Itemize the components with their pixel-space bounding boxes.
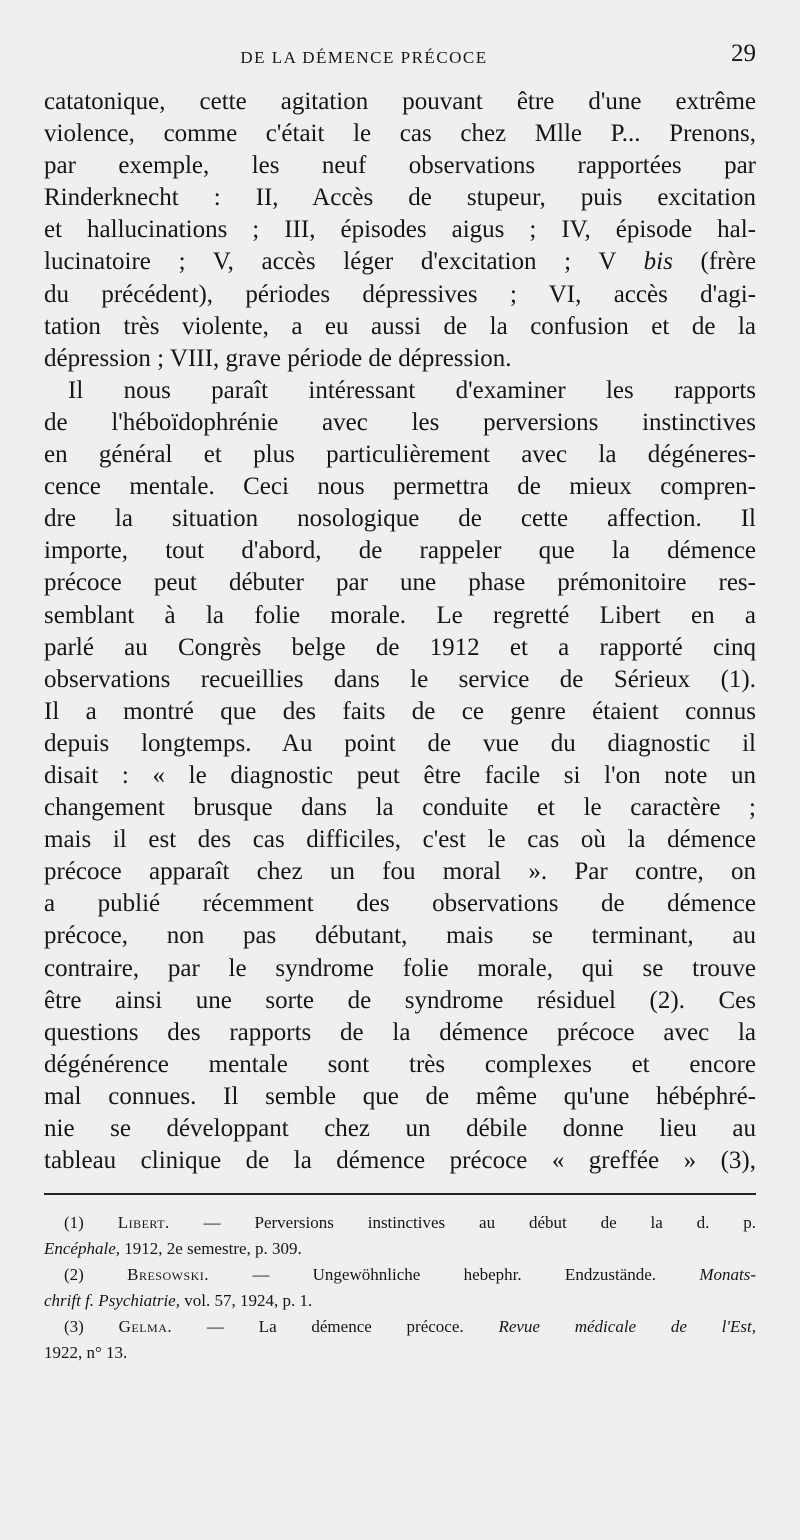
running-head — [44, 40, 756, 74]
text-line: mal connues. Il semble que de même qu'une hébéphré- — [44, 1082, 756, 1110]
text-line: tableau clinique de la démence précoce « greffée » (3), — [44, 1147, 756, 1175]
text-line: changement brusque dans la conduite et le caractère ; — [44, 794, 756, 822]
text-line: observations recueillies dans le service de Sérieux (1). — [44, 665, 756, 693]
footnote-journal: Revue médicale de l'Est, — [498, 1317, 757, 1336]
text-line: précoce apparaît chez un fou moral ». Par contre, on — [44, 858, 756, 886]
text-line: parlé au Congrès belge de 1912 et a rapporté cinq — [44, 633, 756, 661]
text-line: catatonique, cette agitation pouvant être d'une extrême — [44, 88, 756, 115]
footnote-journal: chrift f. Psychiatrie, — [44, 1291, 180, 1310]
footnote-3-continuation: 1922, n° 13. — [44, 1343, 128, 1362]
text-line: du précédent), périodes dépressives ; VI, accès d'agi- — [44, 280, 756, 308]
text-line: disait : « le diagnostic peut être facile si l'on note un — [44, 761, 756, 789]
footnote-text: — Perversions instinctives au début de la d. p. — [169, 1213, 757, 1232]
text-line: être ainsi une sorte de syndrome résiduel (2). Ces — [44, 986, 756, 1014]
footnote-text: 1912, 2e semestre, p. 309. — [120, 1239, 302, 1258]
footnote-author: Libert. — [117, 1213, 170, 1232]
text-line: violence, comme c'était le cas chez Mlle P... Prenons, — [44, 120, 756, 148]
footnote-number: (1) — [64, 1213, 84, 1232]
footnote-2-continuation — [44, 1288, 756, 1314]
text-segment: (frère — [672, 248, 756, 276]
footnote-journal: Monats- — [699, 1265, 757, 1284]
text-segment: lucinatoire ; V, accès léger d'excitation ; V — [44, 248, 644, 276]
text-line: de l'héboïdophrénie avec les perversions instinctives — [44, 408, 756, 436]
footnotes — [44, 1210, 756, 1366]
text-line: dre la situation nosologique de cette affection. Il — [44, 505, 756, 533]
text-line: et hallucinations ; III, épisodes aigus ; IV, épisode hal- — [44, 216, 756, 244]
footnote-author: Bresowski. — [127, 1265, 210, 1284]
italic-segment: bis — [643, 248, 673, 276]
footnote-2 — [44, 1262, 756, 1288]
footnote-number: (2) — [64, 1265, 84, 1284]
text-line: depuis longtemps. Au point de vue du diagnostic il — [44, 729, 756, 757]
footnote-author: Gelma. — [118, 1317, 173, 1336]
text-line: Rinderknecht : II, Accès de stupeur, puis excitation — [44, 184, 756, 212]
text-line: questions des rapports de la démence précoce avec la — [44, 1018, 756, 1046]
text-line: contraire, par le syndrome folie morale, qui se trouve — [44, 954, 756, 982]
footnote-number: (3) — [64, 1317, 84, 1336]
text-line: en général et plus particulièrement avec la dégéneres- — [44, 441, 756, 469]
text-line: mais il est des cas difficiles, c'est le cas où la démence — [44, 826, 756, 854]
text-line: précoce peut débuter par une phase prémonitoire res- — [44, 569, 756, 597]
text-line: dépression ; VIII, grave période de dépression. — [44, 344, 512, 372]
text-line: cence mentale. Ceci nous permettra de mieux compren- — [44, 473, 756, 501]
text-line — [44, 246, 756, 278]
text-line: par exemple, les neuf observations rapportées par — [44, 152, 756, 180]
text-line: Il nous paraît intéressant d'examiner les rapports — [68, 376, 756, 404]
footnote-1 — [44, 1210, 756, 1236]
text-line: nie se développant chez un débile donne lieu au — [44, 1115, 756, 1142]
text-line: a publié récemment des observations de démence — [44, 890, 756, 918]
footnote-1-continuation — [44, 1236, 756, 1262]
text-line: dégénérence mentale sont très complexes et encore — [44, 1050, 756, 1078]
footnote-text: vol. 57, 1924, p. 1. — [179, 1291, 313, 1310]
main-text — [44, 86, 756, 1177]
text-line: semblant à la folie morale. Le regretté Libert en a — [44, 601, 756, 629]
footnote-3 — [44, 1314, 756, 1340]
running-title: DE LA DÉMENCE PRÉCOCE — [240, 48, 488, 67]
text-line: tation très violente, a eu aussi de la confusion et de la — [44, 312, 756, 340]
text-line: précoce, non pas débutant, mais se terminant, au — [44, 922, 756, 950]
footnote-journal: Encéphale, — [44, 1239, 120, 1258]
text-line: Il a montré que des faits de ce genre étaient connus — [44, 697, 756, 725]
page-number: 29 — [731, 40, 756, 67]
text-line: importe, tout d'abord, de rappeler que la démence — [44, 537, 756, 565]
footnote-text: — La démence précoce. — [172, 1317, 499, 1336]
footnote-rule — [44, 1193, 756, 1195]
footnote-text: — Ungewöhnliche hebephr. Endzustände. — [209, 1265, 700, 1284]
